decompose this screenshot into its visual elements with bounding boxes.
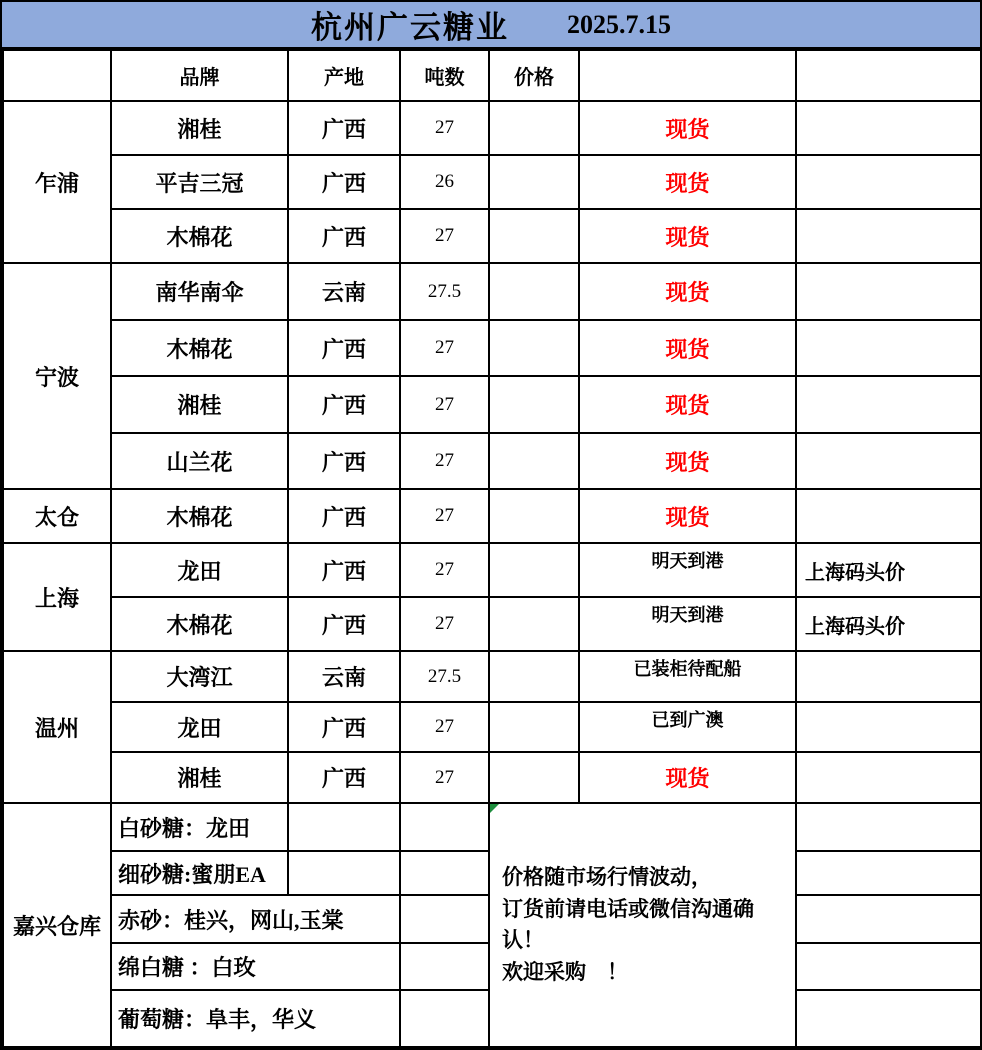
notice-line: 价格随市场行情波动， bbox=[502, 865, 712, 889]
region-cell: 上海 bbox=[3, 543, 111, 651]
price-cell bbox=[489, 433, 579, 489]
note-cell bbox=[796, 489, 981, 543]
company-title: 杭州广云糖业 bbox=[311, 10, 509, 45]
region-cell: 乍浦 bbox=[3, 101, 111, 263]
origin-cell: 广西 bbox=[288, 320, 400, 376]
note-column-header bbox=[796, 50, 981, 101]
region-cell: 太仓 bbox=[3, 489, 111, 543]
brand-cell: 湘桂 bbox=[111, 101, 288, 155]
note-cell bbox=[796, 376, 981, 433]
origin-cell: 广西 bbox=[288, 209, 400, 263]
price-cell bbox=[489, 263, 579, 320]
tonnage-column-header: 吨数 bbox=[400, 50, 489, 101]
tonnage-cell: 27 bbox=[400, 433, 489, 489]
note-cell bbox=[796, 320, 981, 376]
price-column-header: 价格 bbox=[489, 50, 579, 101]
table-row bbox=[3, 489, 981, 543]
brand-cell: 山兰花 bbox=[111, 433, 288, 489]
brand-cell: 木棉花 bbox=[111, 489, 288, 543]
brand-cell: 南华南伞 bbox=[111, 263, 288, 320]
origin-cell: 广西 bbox=[288, 752, 400, 803]
sheet-title-banner bbox=[2, 2, 980, 49]
note-cell bbox=[796, 651, 981, 702]
warehouse-product-cell: 细砂糖:蜜朋EA bbox=[111, 851, 288, 895]
brand-cell: 木棉花 bbox=[111, 320, 288, 376]
table-row bbox=[3, 101, 981, 155]
brand-column-header: 品牌 bbox=[111, 50, 288, 101]
note-cell bbox=[796, 803, 981, 851]
origin-cell: 云南 bbox=[288, 651, 400, 702]
status-cell: 现货 bbox=[579, 320, 796, 376]
region-cell: 嘉兴仓库 bbox=[3, 803, 111, 1047]
warehouse-product-cell: 绵白糖 ：白玫 bbox=[111, 943, 400, 990]
tonnage-cell: 27 bbox=[400, 209, 489, 263]
tonnage-cell: 27 bbox=[400, 376, 489, 433]
sheet-date: 2025.7.15 bbox=[567, 9, 671, 39]
brand-cell: 湘桂 bbox=[111, 376, 288, 433]
brand-cell: 木棉花 bbox=[111, 209, 288, 263]
brand-cell: 龙田 bbox=[111, 702, 288, 752]
table-row bbox=[3, 376, 981, 433]
brand-cell: 大湾江 bbox=[111, 651, 288, 702]
status-cell: 明天到港 bbox=[579, 543, 796, 597]
notice-line: 欢迎采购 ！ bbox=[502, 959, 628, 984]
origin-cell: 广西 bbox=[288, 433, 400, 489]
brand-cell: 龙田 bbox=[111, 543, 288, 597]
warehouse-product-cell: 葡萄糖：阜丰，华义 bbox=[111, 990, 400, 1047]
status-cell: 现货 bbox=[579, 433, 796, 489]
table-row bbox=[3, 803, 981, 851]
table-row bbox=[3, 702, 981, 752]
warehouse-product-cell: 赤砂：桂兴，网山,玉棠 bbox=[111, 895, 400, 943]
origin-cell: 广西 bbox=[288, 376, 400, 433]
table-row bbox=[3, 320, 981, 376]
column-header-row bbox=[3, 50, 981, 101]
price-table bbox=[2, 49, 982, 1048]
notice-cell bbox=[489, 803, 796, 1047]
region-column-header bbox=[3, 50, 111, 101]
tonnage-cell: 27.5 bbox=[400, 651, 489, 702]
tonnage-cell bbox=[400, 851, 489, 895]
note-cell bbox=[796, 433, 981, 489]
status-cell: 现货 bbox=[579, 752, 796, 803]
status-cell: 已装柜待配船 bbox=[579, 651, 796, 702]
brand-cell: 湘桂 bbox=[111, 752, 288, 803]
tonnage-cell: 27 bbox=[400, 489, 489, 543]
table-row bbox=[3, 433, 981, 489]
table-row bbox=[3, 155, 981, 209]
status-cell: 现货 bbox=[579, 263, 796, 320]
origin-column-header: 产地 bbox=[288, 50, 400, 101]
tonnage-cell bbox=[400, 990, 489, 1047]
tonnage-cell bbox=[400, 803, 489, 851]
price-cell bbox=[489, 597, 579, 651]
status-cell: 现货 bbox=[579, 155, 796, 209]
table-row bbox=[3, 752, 981, 803]
note-cell bbox=[796, 101, 981, 155]
price-cell bbox=[489, 489, 579, 543]
table-row bbox=[3, 543, 981, 597]
price-cell bbox=[489, 320, 579, 376]
tonnage-cell bbox=[400, 943, 489, 990]
status-cell: 现货 bbox=[579, 489, 796, 543]
tonnage-cell: 27 bbox=[400, 597, 489, 651]
note-cell bbox=[796, 209, 981, 263]
tonnage-cell: 27 bbox=[400, 543, 489, 597]
table-row bbox=[3, 209, 981, 263]
origin-cell: 广西 bbox=[288, 597, 400, 651]
table-row bbox=[3, 263, 981, 320]
origin-cell: 广西 bbox=[288, 155, 400, 209]
price-cell bbox=[489, 651, 579, 702]
origin-cell bbox=[288, 851, 400, 895]
note-cell bbox=[796, 752, 981, 803]
tonnage-cell: 27 bbox=[400, 702, 489, 752]
table-row bbox=[3, 597, 981, 651]
status-cell: 明天到港 bbox=[579, 597, 796, 651]
tonnage-cell bbox=[400, 895, 489, 943]
brand-cell: 木棉花 bbox=[111, 597, 288, 651]
origin-cell bbox=[288, 803, 400, 851]
origin-cell: 广西 bbox=[288, 489, 400, 543]
origin-cell: 广西 bbox=[288, 543, 400, 597]
price-cell bbox=[489, 155, 579, 209]
note-cell bbox=[796, 990, 981, 1047]
status-cell: 已到广澳 bbox=[579, 702, 796, 752]
table-row bbox=[3, 651, 981, 702]
note-cell bbox=[796, 943, 981, 990]
price-cell bbox=[489, 543, 579, 597]
status-cell: 现货 bbox=[579, 101, 796, 155]
status-cell: 现货 bbox=[579, 209, 796, 263]
note-cell bbox=[796, 155, 981, 209]
warehouse-product-cell: 白砂糖：龙田 bbox=[111, 803, 288, 851]
note-cell: 上海码头价 bbox=[796, 543, 981, 597]
note-cell bbox=[796, 851, 981, 895]
tonnage-cell: 27 bbox=[400, 101, 489, 155]
status-cell: 现货 bbox=[579, 376, 796, 433]
cell-error-marker-icon bbox=[490, 804, 499, 813]
region-cell: 温州 bbox=[3, 651, 111, 803]
origin-cell: 广西 bbox=[288, 101, 400, 155]
tonnage-cell: 26 bbox=[400, 155, 489, 209]
price-cell bbox=[489, 376, 579, 433]
origin-cell: 云南 bbox=[288, 263, 400, 320]
price-cell bbox=[489, 101, 579, 155]
note-cell bbox=[796, 263, 981, 320]
note-cell: 上海码头价 bbox=[796, 597, 981, 651]
notice-line: 订货前请电话或微信沟通确认！ bbox=[502, 896, 754, 952]
price-cell bbox=[489, 702, 579, 752]
status-column-header bbox=[579, 50, 796, 101]
tonnage-cell: 27.5 bbox=[400, 263, 489, 320]
note-cell bbox=[796, 702, 981, 752]
price-cell bbox=[489, 209, 579, 263]
tonnage-cell: 27 bbox=[400, 752, 489, 803]
origin-cell: 广西 bbox=[288, 702, 400, 752]
brand-cell: 平吉三冠 bbox=[111, 155, 288, 209]
price-cell bbox=[489, 752, 579, 803]
note-cell bbox=[796, 895, 981, 943]
region-cell: 宁波 bbox=[3, 263, 111, 489]
tonnage-cell: 27 bbox=[400, 320, 489, 376]
